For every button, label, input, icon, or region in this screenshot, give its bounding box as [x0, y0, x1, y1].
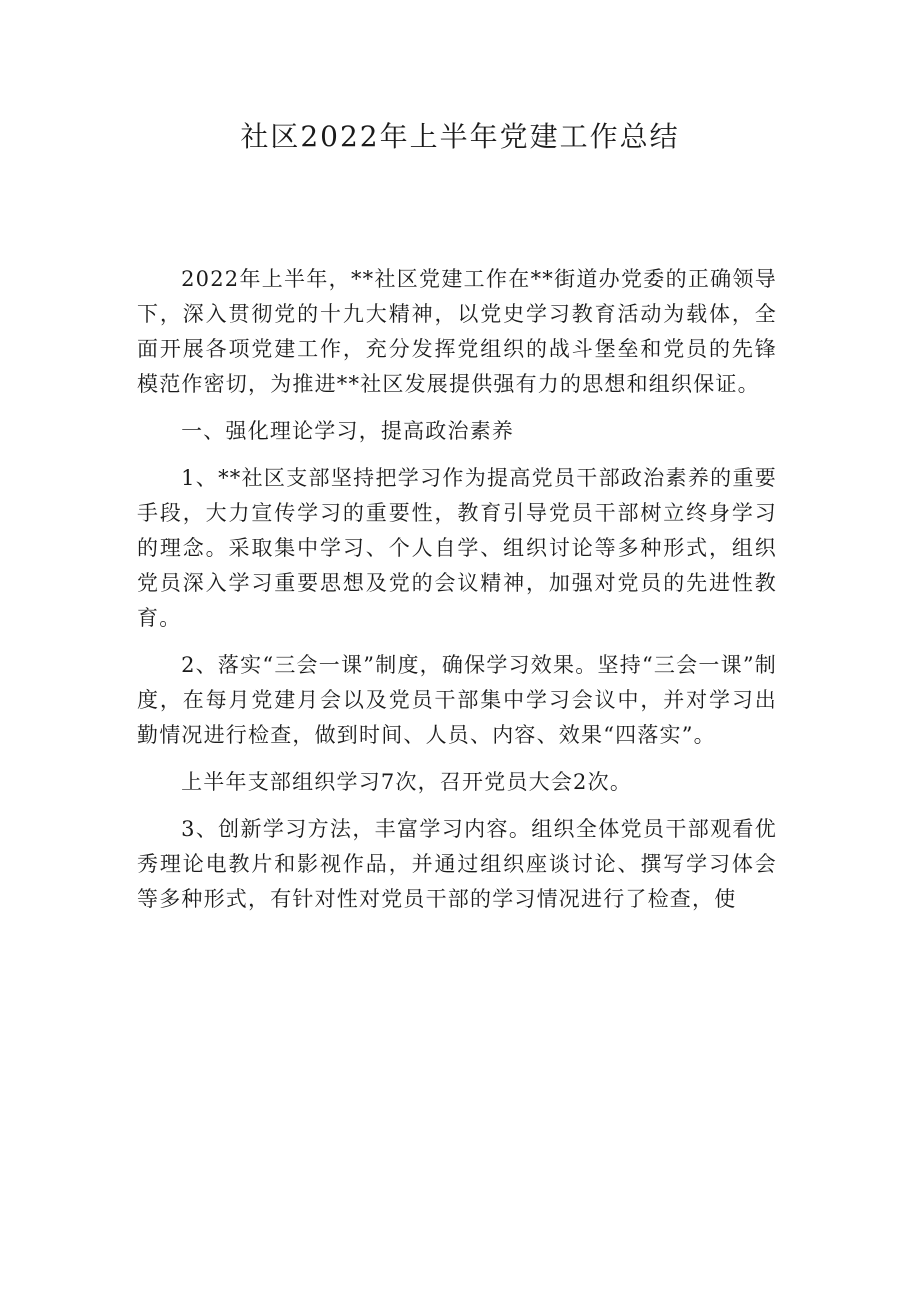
- stats-paragraph: 上半年支部组织学习7次，召开党员大会2次。: [181, 770, 633, 794]
- intro-paragraph: 2022年上半年，**社区党建工作在**街道办党委的正确领导下，深入贯彻党的十九大精神，以党史学习教育活动为载体，全面开展各项党建工作，充分发挥党组织的战斗堡垒和党员的先锋模范作密切，为推进**社区发展提供强有力的思想和组织保证。: [137, 267, 777, 396]
- document-body: [137, 262, 777, 929]
- document-title: 社区2022年上半年党建工作总结: [240, 120, 680, 153]
- section-heading: 一、强化理论学习，提高政治素养: [181, 419, 515, 443]
- item-3-paragraph: 3、创新学习方法，丰富学习内容。组织全体党员干部观看优秀理论电教片和影视作品，并通过组织座谈讨论、撰写学习体会等多种形式，有针对性对党员干部的学习情况进行了检查，使: [137, 817, 777, 911]
- item-2-paragraph: 2、落实“三会一课”制度，确保学习效果。坚持“三会一课”制度，在每月党建月会以及党员干部集中学习会议中，并对学习出勤情况进行检查，做到时间、人员、内容、效果“四落实”。: [137, 653, 777, 747]
- item-1-paragraph: 1、**社区支部坚持把学习作为提高党员干部政治素养的重要手段，大力宣传学习的重要性，教育引导党员干部树立终身学习的理念。采取集中学习、个人自学、组织讨论等多种形式，组织党员深入学习重要思想及党的会议精神，加强对党员的先进性教育。: [137, 466, 777, 630]
